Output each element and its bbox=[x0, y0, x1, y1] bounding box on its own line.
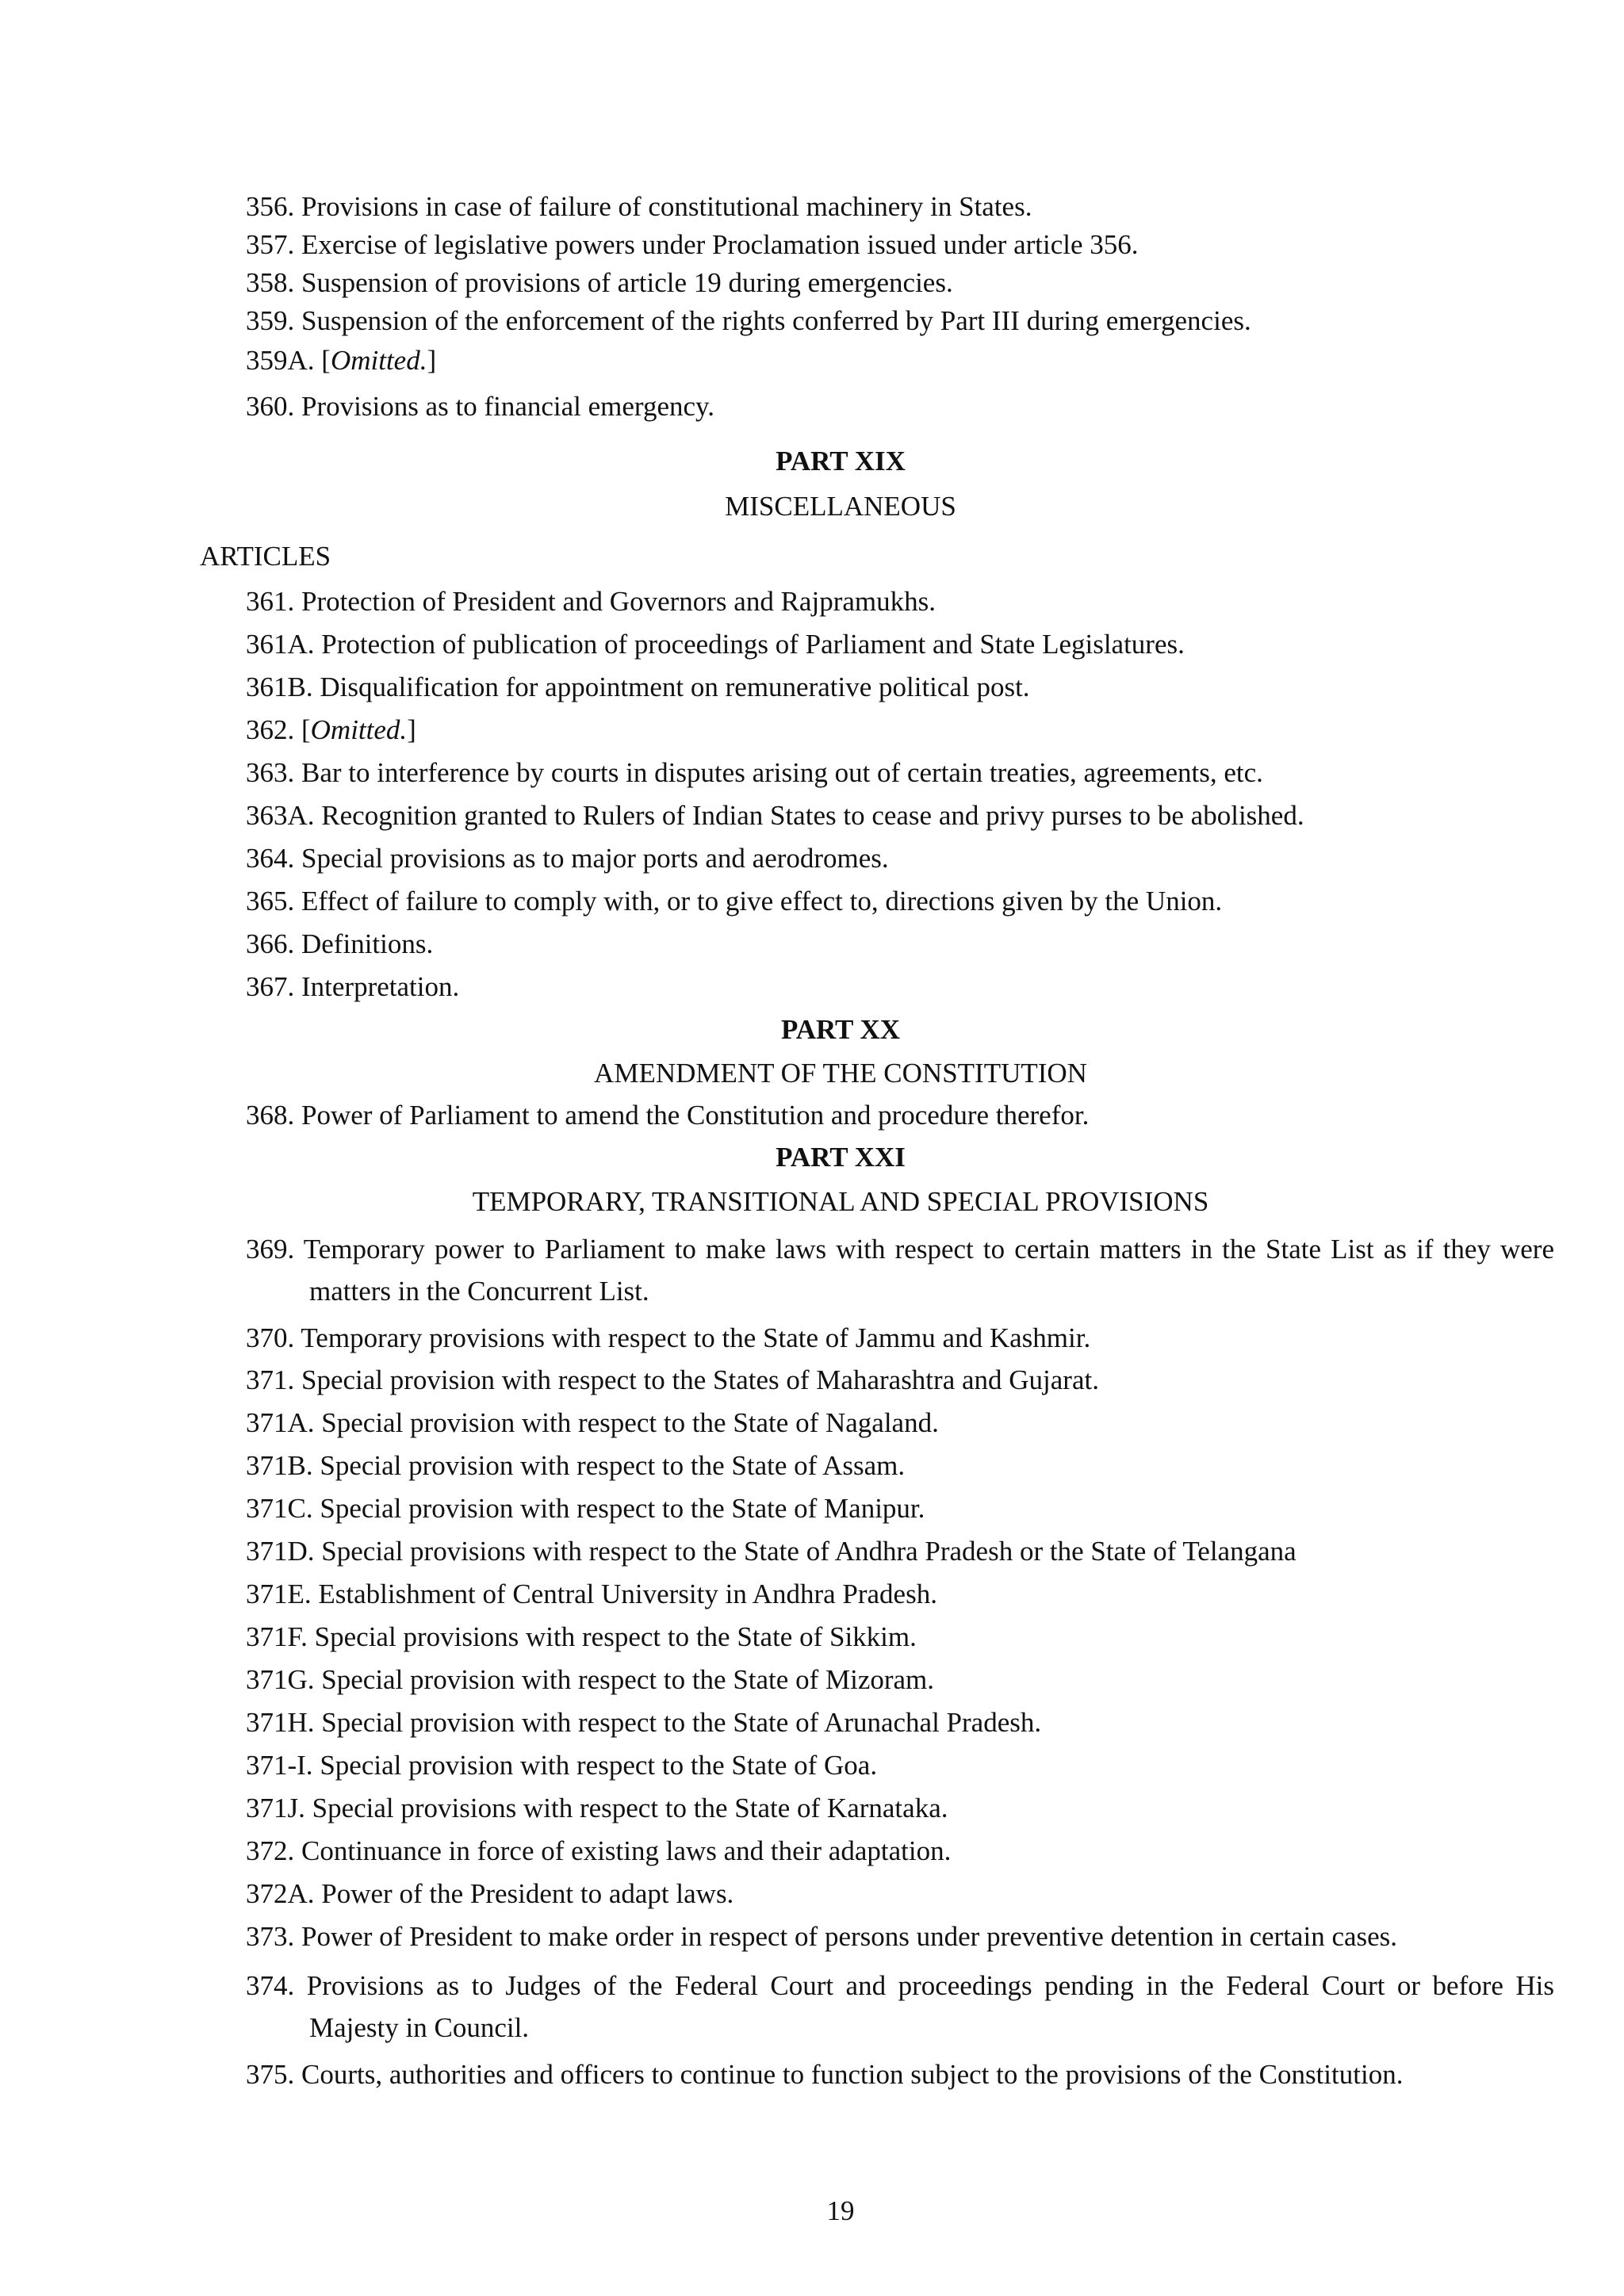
article-number: 374. bbox=[246, 1970, 295, 2001]
article-number: 362. bbox=[246, 714, 295, 745]
article-title: Disqualification for appointment on remunerative political post. bbox=[320, 672, 1030, 702]
article-title: Bar to interference by courts in disputes arising out of certain treaties, agreements, etc. bbox=[301, 757, 1263, 788]
article-title: Temporary provisions with respect to the State of Jammu and Kashmir. bbox=[301, 1322, 1091, 1353]
article-title: Special provision with respect to the State of Assam. bbox=[320, 1450, 906, 1481]
article-title: Protection of President and Governors and Rajpramukhs. bbox=[301, 586, 936, 617]
article-title: Special provisions with respect to the State of Sikkim. bbox=[314, 1621, 917, 1652]
article-357 bbox=[246, 224, 1554, 266]
article-371g bbox=[246, 1659, 1554, 1701]
article-title: Establishment of Central University in Andhra Pradesh. bbox=[318, 1578, 937, 1609]
article-title: Courts, authorities and officers to continue to function subject to the provisions of the Constitution. bbox=[301, 2059, 1404, 2090]
article-371i bbox=[246, 1744, 1554, 1786]
article-number: 371D. bbox=[246, 1536, 315, 1567]
article-title: Recognition granted to Rulers of Indian States to cease and privy purses to be abolished. bbox=[321, 800, 1304, 831]
article-number: 371F. bbox=[246, 1621, 308, 1652]
article-title: Special provision with respect to the State of Manipur. bbox=[320, 1493, 925, 1524]
article-number: 366. bbox=[246, 928, 295, 959]
article-number: 370. bbox=[246, 1322, 295, 1353]
article-372 bbox=[246, 1830, 1554, 1872]
article-361b bbox=[246, 666, 1554, 708]
article-title: Special provisions with respect to the State of Karnataka. bbox=[312, 1793, 948, 1823]
article-title: Power of President to make order in respect of persons under preventive detention in certain cases. bbox=[301, 1921, 1398, 1952]
article-title: Provisions as to financial emergency. bbox=[301, 391, 714, 422]
article-373 bbox=[246, 1915, 1554, 1957]
article-371b bbox=[246, 1445, 1554, 1487]
articles-label: ARTICLES bbox=[200, 541, 331, 572]
article-359a: 359A. [Omitted.] bbox=[246, 345, 437, 376]
article-number: 371E. bbox=[246, 1578, 312, 1609]
part-subtitle: AMENDMENT OF THE CONSTITUTION bbox=[594, 1058, 1087, 1089]
article-number: 375. bbox=[246, 2059, 295, 2090]
article-title: Provisions in case of failure of constitutional machinery in States. bbox=[301, 191, 1032, 222]
article-title: Special provision with respect to the State of Arunachal Pradesh. bbox=[321, 1707, 1042, 1738]
article-number: 359. bbox=[246, 305, 295, 336]
article-366 bbox=[246, 923, 1554, 965]
article-371a bbox=[246, 1402, 1554, 1444]
article-359 bbox=[246, 300, 1554, 342]
article-title: Special provision with respect to the State of Nagaland. bbox=[321, 1407, 939, 1438]
article-number: 371-I. bbox=[246, 1750, 313, 1781]
article-361 bbox=[246, 580, 1554, 622]
article-number: 371A. bbox=[246, 1407, 315, 1438]
article-title: Special provisions with respect to the State of Andhra Pradesh or the State of Telangana bbox=[321, 1536, 1297, 1567]
article-title: Power of the President to adapt laws. bbox=[321, 1878, 734, 1909]
article-number: 363A. bbox=[246, 800, 315, 831]
article-370 bbox=[246, 1317, 1554, 1359]
article-number: 372. bbox=[246, 1835, 295, 1866]
part-heading: PART XIX bbox=[776, 446, 906, 476]
article-title: Special provisions as to major ports and aerodromes. bbox=[301, 843, 889, 874]
article-360 bbox=[246, 385, 1554, 427]
article-371 bbox=[246, 1359, 1554, 1401]
part-subtitle: MISCELLANEOUS bbox=[725, 491, 956, 522]
article-371h bbox=[246, 1701, 1554, 1743]
article-369 bbox=[246, 1228, 1554, 1312]
article-363 bbox=[246, 752, 1554, 794]
article-number: 371J. bbox=[246, 1793, 305, 1823]
article-number: 369. bbox=[246, 1234, 295, 1265]
omitted-note: Omitted. bbox=[310, 714, 408, 745]
article-title: Special provision with respect to the State of Goa. bbox=[320, 1750, 878, 1781]
article-title: Special provision with respect to the State of Mizoram. bbox=[321, 1664, 935, 1695]
article-364 bbox=[246, 837, 1554, 879]
article-367 bbox=[246, 966, 1554, 1008]
article-number: 371. bbox=[246, 1364, 295, 1395]
article-title: Interpretation. bbox=[301, 971, 460, 1002]
part-heading: PART XXI bbox=[776, 1142, 906, 1173]
article-371c bbox=[246, 1487, 1554, 1529]
article-number: 365. bbox=[246, 886, 295, 916]
article-number: 361B. bbox=[246, 672, 313, 702]
article-371d bbox=[246, 1530, 1554, 1572]
article-375 bbox=[246, 2053, 1554, 2095]
article-title: Protection of publication of proceedings of Parliament and State Legislatures. bbox=[321, 629, 1185, 660]
article-372a bbox=[246, 1873, 1554, 1915]
article-title: Power of Parliament to amend the Constitution and procedure therefor. bbox=[301, 1100, 1090, 1131]
article-number: 373. bbox=[246, 1921, 295, 1952]
article-374 bbox=[246, 1965, 1554, 2049]
article-number: 361. bbox=[246, 586, 295, 617]
article-number: 363. bbox=[246, 757, 295, 788]
article-number: 358. bbox=[246, 267, 295, 298]
article-number: 371G. bbox=[246, 1664, 315, 1695]
article-number: 357. bbox=[246, 229, 295, 260]
article-title: Continuance in force of existing laws and their adaptation. bbox=[301, 1835, 952, 1866]
article-title: Exercise of legislative powers under Proclamation issued under article 356. bbox=[301, 229, 1139, 260]
article-title: Special provision with respect to the States of Maharashtra and Gujarat. bbox=[301, 1364, 1099, 1395]
part-subtitle: TEMPORARY, TRANSITIONAL AND SPECIAL PROVISIONS bbox=[472, 1186, 1209, 1217]
article-371j bbox=[246, 1787, 1554, 1829]
article-368 bbox=[246, 1094, 1554, 1136]
part-heading: PART XX bbox=[780, 1014, 901, 1045]
article-title: Temporary power to Parliament to make laws with respect to certain matters in the State List as if they were matters in the Concurrent List. bbox=[303, 1234, 1554, 1307]
article-title: Effect of failure to comply with, or to give effect to, directions given by the Union. bbox=[301, 886, 1223, 916]
article-362: 362. [Omitted.] bbox=[246, 714, 416, 745]
article-371f bbox=[246, 1616, 1554, 1658]
article-title: Suspension of the enforcement of the rights conferred by Part III during emergencies. bbox=[301, 305, 1251, 336]
article-number: 360. bbox=[246, 391, 295, 422]
article-number: 371B. bbox=[246, 1450, 313, 1481]
omitted-note: Omitted. bbox=[330, 345, 427, 376]
article-number: 371C. bbox=[246, 1493, 313, 1524]
article-358 bbox=[246, 262, 1554, 304]
article-number: 368. bbox=[246, 1100, 295, 1131]
article-number: 361A. bbox=[246, 629, 315, 660]
article-number: 367. bbox=[246, 971, 295, 1002]
article-number: 371H. bbox=[246, 1707, 315, 1738]
article-number: 364. bbox=[246, 843, 295, 874]
article-363a bbox=[246, 794, 1554, 836]
article-number: 359A. bbox=[246, 345, 315, 376]
page-number: 19 bbox=[826, 2195, 855, 2226]
article-371e bbox=[246, 1573, 1554, 1615]
article-number: 372A. bbox=[246, 1878, 315, 1909]
article-title: Definitions. bbox=[301, 928, 434, 959]
article-356 bbox=[246, 186, 1554, 228]
article-361a bbox=[246, 623, 1554, 665]
article-number: 356. bbox=[246, 191, 295, 222]
article-title: Suspension of provisions of article 19 during emergencies. bbox=[301, 267, 953, 298]
article-365 bbox=[246, 880, 1554, 922]
article-title: Provisions as to Judges of the Federal Court and proceedings pending in the Federal Court or before His Majesty in Council. bbox=[306, 1970, 1555, 2043]
